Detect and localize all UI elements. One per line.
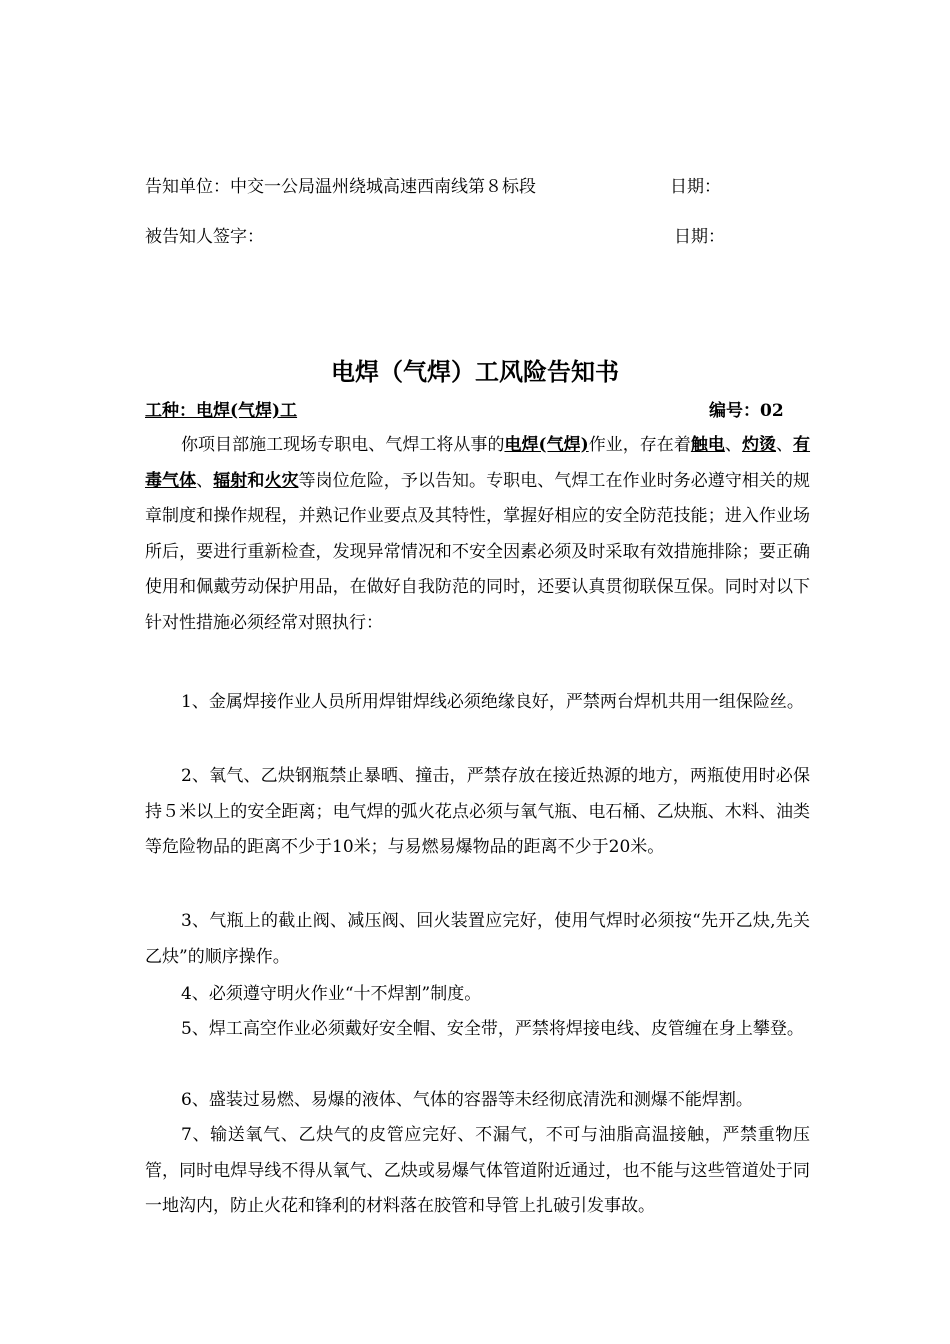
- hazard-separator: 、: [196, 470, 214, 491]
- intro-text-1: 你项目部施工现场专职电、气焊工将从事的: [181, 435, 505, 455]
- hazard-fire: 火灾: [264, 470, 299, 491]
- signer-date-label: 日期：: [674, 227, 725, 247]
- notice-unit-label: 告知单位：中交一公局温州绕城高速西南线第８标段: [145, 177, 536, 197]
- measure-item: 3、气瓶上的截止阀、减压阀、回火装置应完好，使用气焊时必须按“先开乙炔,先关乙炔”的顺序操作。: [145, 911, 810, 967]
- measure-item: 4、必须遵守明火作业“十不焊割”制度。: [181, 984, 482, 1004]
- hazard-electric-shock: 触电: [690, 435, 725, 455]
- notice-date-label: 日期：: [670, 177, 721, 197]
- intro-paragraph: [145, 428, 810, 641]
- measure-item: 2、氧气、乙炔钢瓶禁止暴晒、撞击，严禁存放在接近热源的地方，两瓶使用时必保持５米以上的安全距离；电气焊的弧火花点必须与氧气瓶、电石桶、乙炔瓶、木料、油类等危险物品的距离不少于10米；与易燃易爆物品的距离不少于20米。: [145, 766, 810, 857]
- measure-item: 6、盛装过易燃、易爆的液体、气体的容器等未经彻底清洗和测爆不能焊割。: [181, 1090, 753, 1110]
- job-name: 电焊(气焊): [504, 435, 589, 455]
- hazard-burn: 灼烫: [741, 435, 777, 455]
- hazard-separator: 和: [247, 470, 265, 491]
- hazard-radiation: 辐射: [213, 470, 248, 491]
- hazard-separator: 、: [776, 435, 794, 455]
- document-title: 电焊（气焊）工风险告知书: [331, 357, 619, 386]
- hazard-toxic-gas: 有毒气体: [145, 435, 811, 491]
- document-number: 编号：02: [709, 401, 784, 421]
- signer-label: 被告知人签字：: [145, 227, 264, 247]
- work-type-label: 工种：电焊(气焊)工: [145, 401, 298, 421]
- intro-text-2: 作业，存在着: [588, 435, 691, 455]
- intro-text-3: 等岗位危险，予以告知。专职电、气焊工在作业时务必遵守相关的规章制度和操作规程，并熟记作业要点及其特性，掌握好相应的安全防范技能；进入作业场所后，要进行重新检查，发现异常情况和不安全因素必须及时采取有效措施排除；要正确使用和佩戴劳动保护用品，在做好自我防范的同时，还要认真贯彻联保互保。同时对以下针对性措施必须经常对照执行：: [145, 470, 811, 633]
- measure-item: 7、输送氧气、乙炔气的皮管应完好、不漏气，不可与油脂高温接触，严禁重物压管，同时电焊导线不得从氧气、乙炔或易爆气体管道附近通过，也不能与这些管道处于同一地沟内，防止火花和锋利的材料落在胶管和导管上扎破引发事故。: [145, 1125, 810, 1216]
- measure-item: 1、金属焊接作业人员所用焊钳焊线必须绝缘良好，严禁两台焊机共用一组保险丝。: [181, 692, 804, 712]
- hazard-separator: 、: [724, 435, 742, 455]
- measure-item: 5、焊工高空作业必须戴好安全帽、安全带，严禁将焊接电线、皮管缠在身上攀登。: [181, 1019, 804, 1039]
